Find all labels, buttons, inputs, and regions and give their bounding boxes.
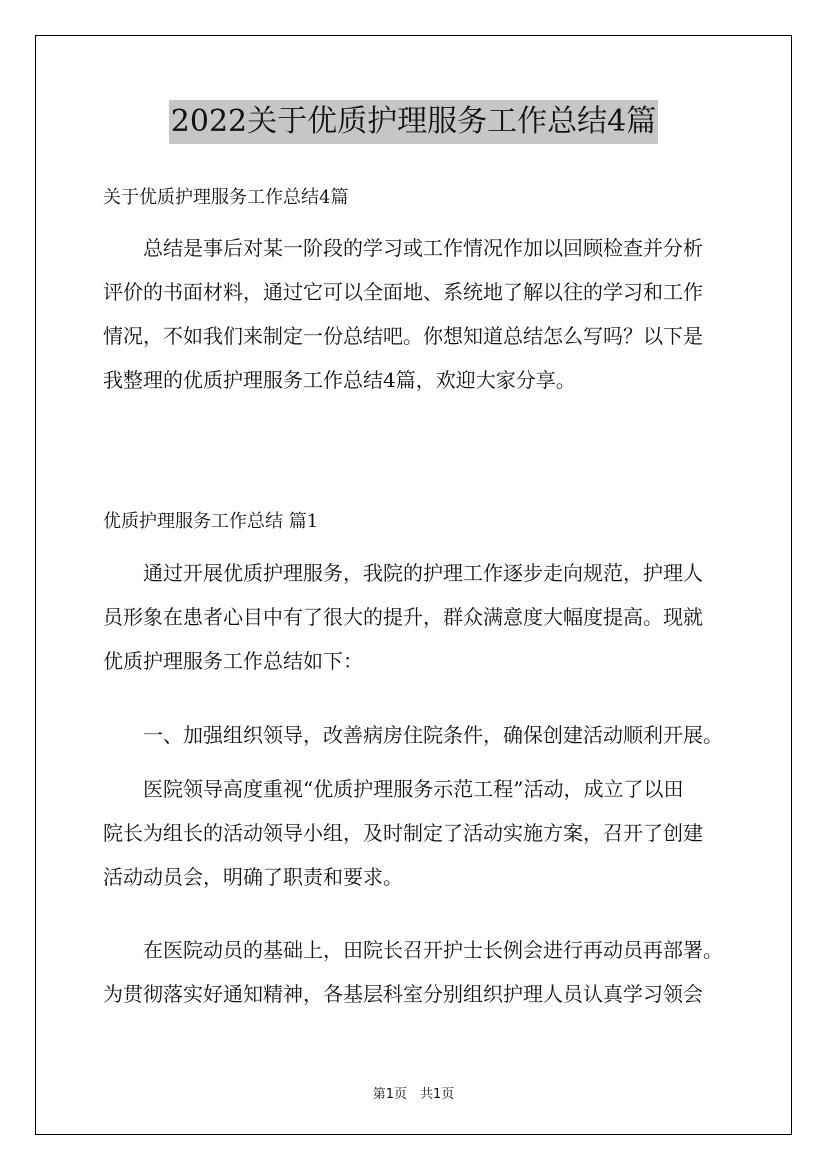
- section-paragraph-4: [103, 928, 738, 1016]
- paragraph-line: 一、加强组织领导，改善病房住院条件，确保创建活动顺利开展。: [103, 723, 723, 747]
- intro-line: 总结是事后对某一阶段的学习或工作情况作加以回顾检查并分析: [103, 236, 703, 260]
- document-title: 2022关于优质护理服务工作总结4篇: [169, 100, 658, 144]
- section-paragraph-1: [103, 551, 738, 683]
- paragraph-line: 为贯彻落实好通知精神，各基层科室分别组织护理人员认真学习领会: [103, 982, 703, 1006]
- page-number-footer: 第1页 共1页: [372, 1087, 455, 1102]
- section-paragraph-3: [103, 767, 738, 899]
- section-paragraph-2: [103, 713, 738, 757]
- document-subtitle: 关于优质护理服务工作总结4篇: [103, 187, 349, 208]
- paragraph-line: 在医院动员的基础上，田院长召开护士长例会进行再动员再部署。: [103, 938, 723, 962]
- paragraph-line: 医院领导高度重视“优质护理服务示范工程”活动，成立了以田: [103, 777, 684, 801]
- paragraph-line: 院长为组长的活动领导小组，及时制定了活动实施方案，召开了创建: [103, 821, 703, 845]
- paragraph-line: 员形象在患者心目中有了很大的提升，群众满意度大幅度提高。现就: [103, 605, 703, 629]
- intro-line: 情况，不如我们来制定一份总结吧。你想知道总结怎么写吗？以下是: [103, 324, 703, 348]
- intro-paragraph: [103, 226, 738, 402]
- intro-line: 评价的书面材料，通过它可以全面地、系统地了解以往的学习和工作: [103, 280, 703, 304]
- paragraph-line: 通过开展优质护理服务，我院的护理工作逐步走向规范，护理人: [103, 561, 703, 585]
- paragraph-line: 活动动员会，明确了职责和要求。: [103, 865, 403, 889]
- title-container: [0, 100, 827, 144]
- section-heading: 优质护理服务工作总结 篇1: [103, 511, 319, 532]
- paragraph-line: 优质护理服务工作总结如下：: [103, 649, 363, 673]
- intro-line: 我整理的优质护理服务工作总结4篇，欢迎大家分享。: [103, 368, 576, 392]
